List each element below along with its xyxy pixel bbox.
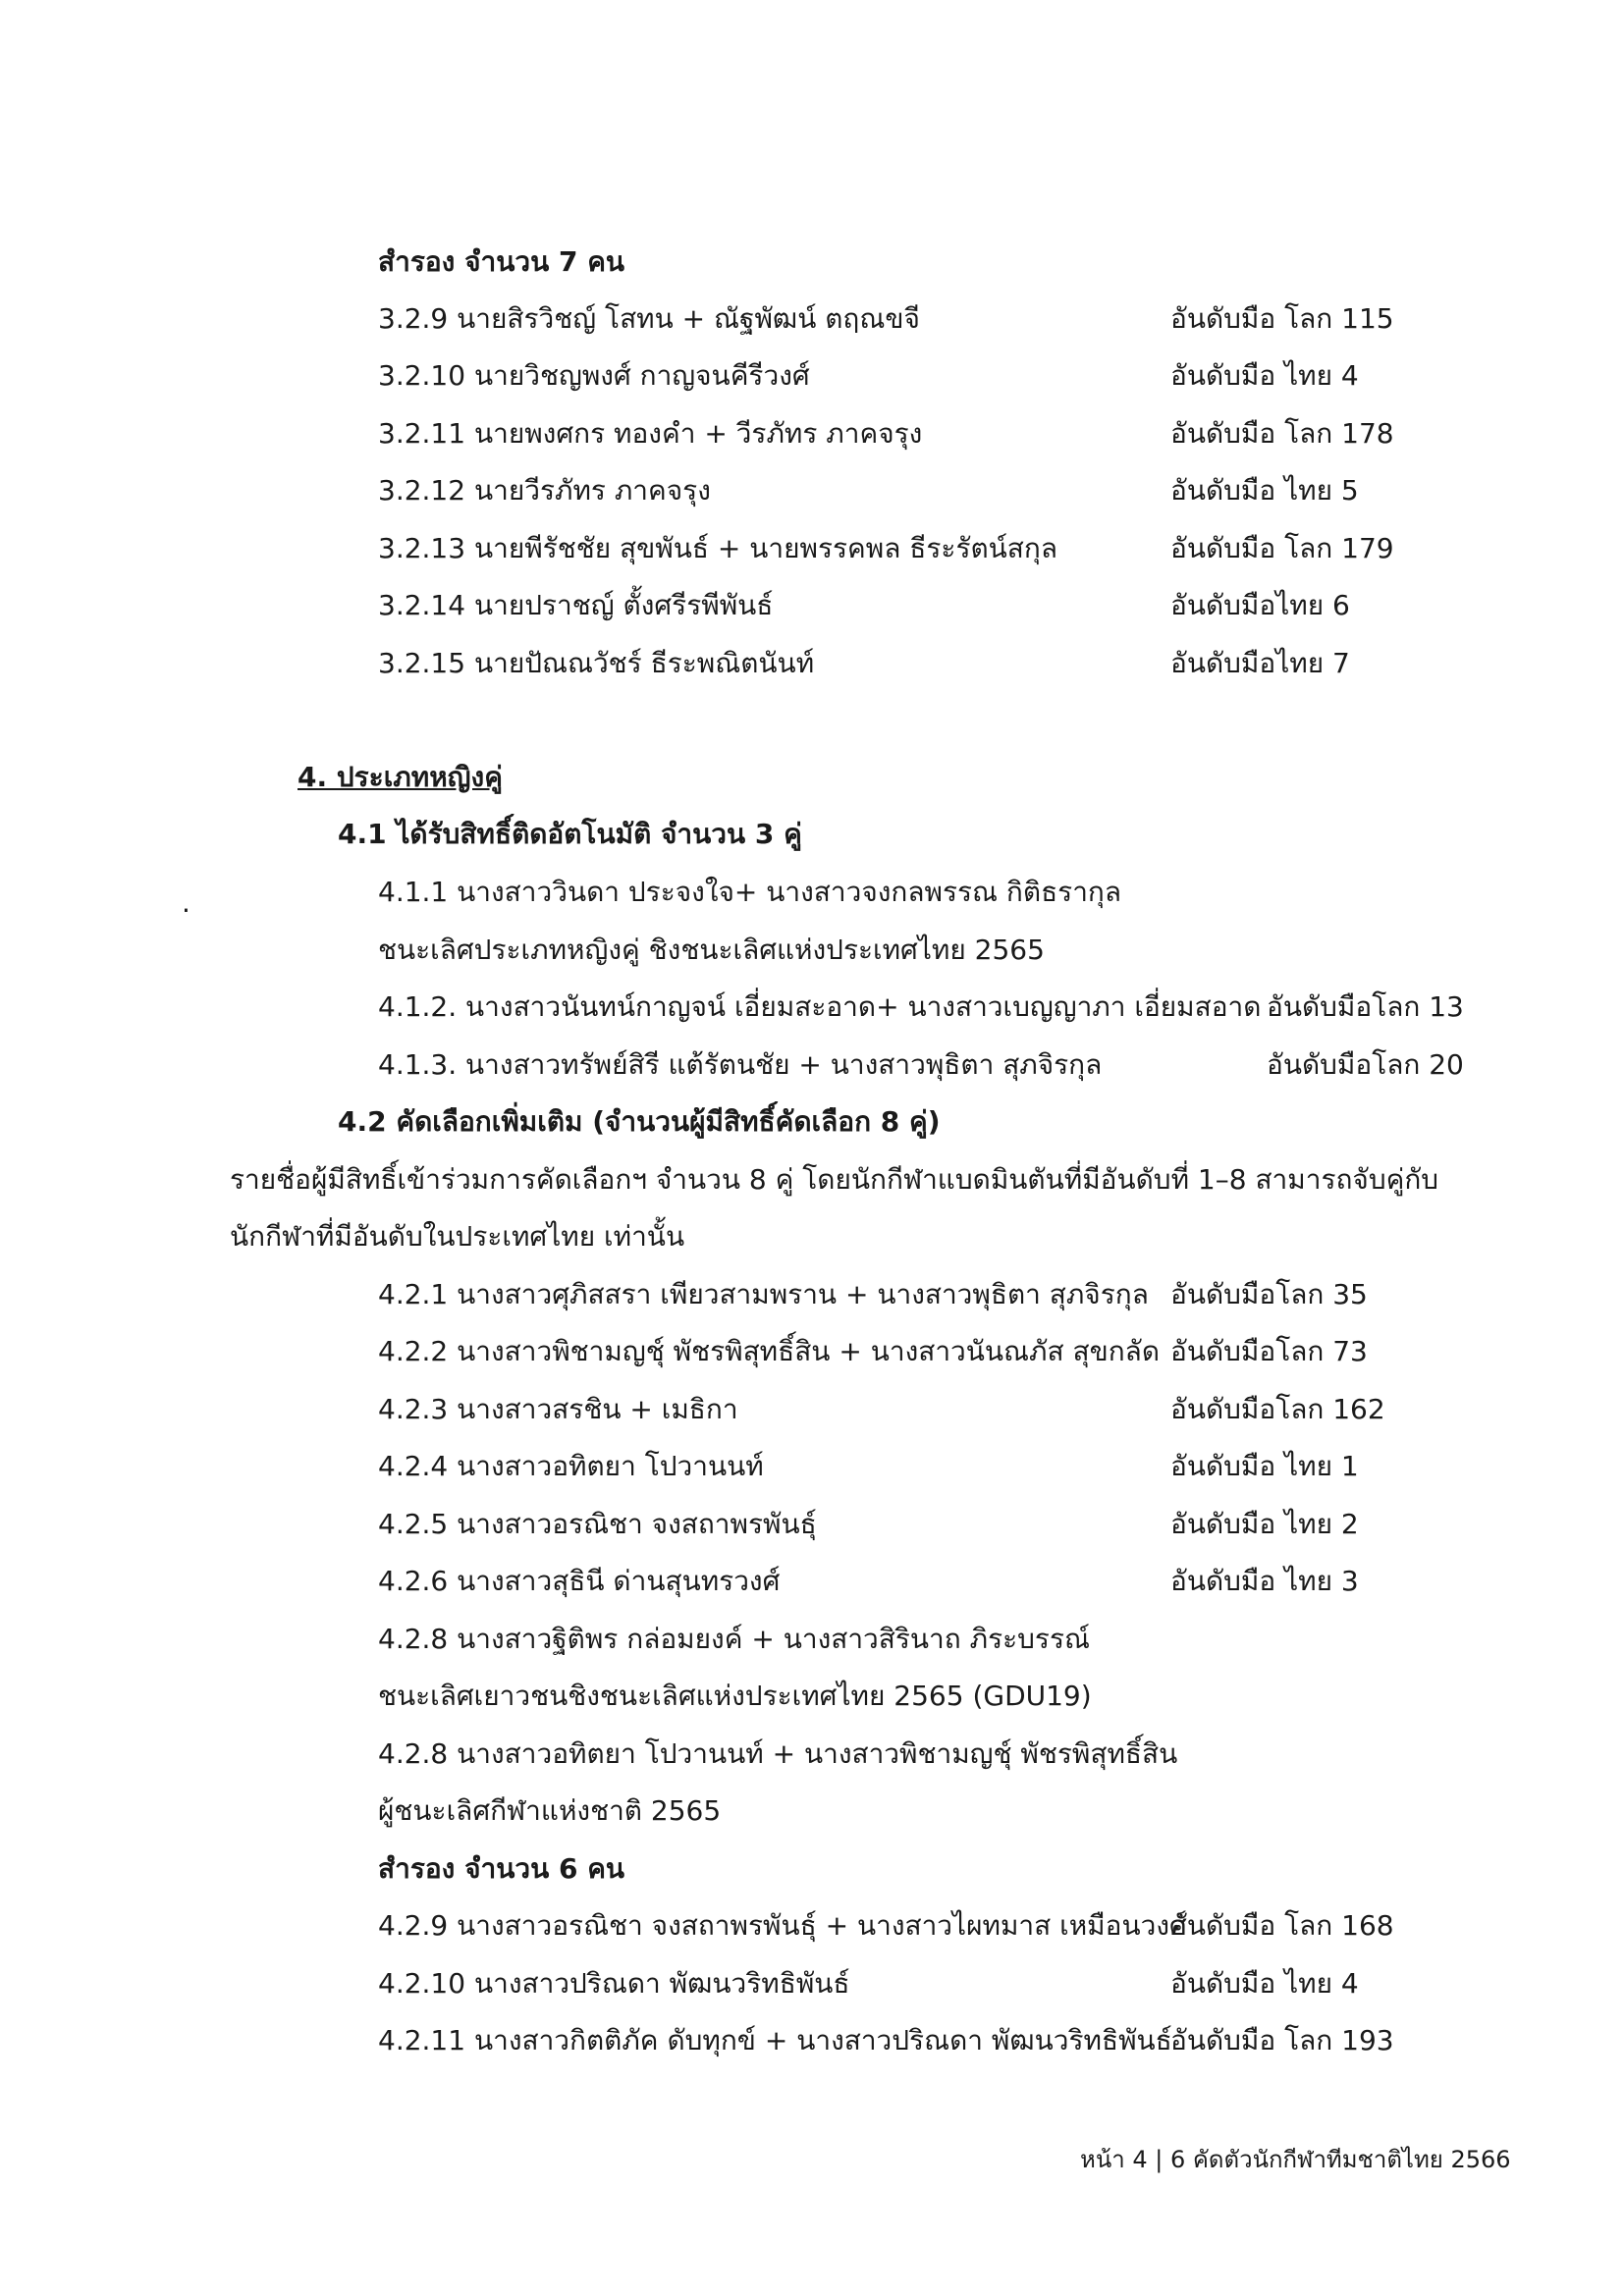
list-item-rank: อันดับมือโลก 162 (1170, 1393, 1385, 1425)
list-item-rank: อันดับมือ โลก 178 (1170, 417, 1394, 450)
list-item-rank: อันดับมือโลก 73 (1170, 1335, 1368, 1367)
list-item-name: 3.2.14 นายปราชญ์ ตั้งศรีรพีพันธ์ (378, 589, 774, 621)
stray-dot: . (182, 886, 190, 919)
section-heading-4-text: 4. ประเภทหญิงคู่ (298, 761, 503, 793)
list-item-note: ชนะเลิศเยาวชนชิงชนะเลิศแห่งประเทศไทย 2565 (GDU19) (378, 1680, 1092, 1712)
list-item-name: 4.1.1 นางสาววินดา ประจงใจ+ นางสาวจงกลพรรณ กิติธรากุล (378, 876, 1122, 908)
list-item-rank: อันดับมือ โลก 193 (1170, 2024, 1394, 2056)
list-item-name: 3.2.13 นายพีรัชชัย สุขพันธ์ + นายพรรคพล ธีระรัตน์สกุล (378, 532, 1058, 564)
list-item-rank: อันดับมือ โลก 179 (1170, 532, 1394, 564)
list-item-name: 4.2.2 นางสาวพิชามญชุ์ พัชรพิสุทธิ์สิน + นางสาวนันณภัส สุขกลัด (378, 1335, 1161, 1367)
list-item-name: 3.2.15 นายปัณณวัชร์ ธีระพณิตนันท์ (378, 647, 815, 679)
paragraph-line: นักกีฬาที่มีอันดับในประเทศไทย เท่านั้น (230, 1220, 685, 1253)
page-footer (1080, 2142, 1511, 2177)
reserve-heading-4: สำรอง จำนวน 6 คน (378, 1852, 625, 1885)
list-item-name: 4.2.1 นางสาวศุภิสสรา เพียวสามพราน + นางสาวพุธิตา สุภจิรกุล (378, 1278, 1149, 1310)
list-item-rank: อันดับมือ ไทย 4 (1170, 1967, 1359, 2000)
list-item-name: 4.2.9 นางสาวอรณิชา จงสถาพรพันธุ์ + นางสาวไผทมาส เหมือนวงศ์ (378, 1909, 1187, 1942)
list-item-name: 4.1.2. นางสาวนันทน์กาญจน์ เอี่ยมสะอาด+ นางสาวเบญญาภา เอี่ยมสอาด (378, 990, 1262, 1023)
list-item-rank: อันดับมือโลก 20 (1267, 1048, 1464, 1081)
list-item-name: 4.2.5 นางสาวอรณิชา จงสถาพรพันธุ์ (378, 1508, 817, 1540)
subsection-heading-4-2: 4.2 คัดเลือกเพิ่มเติม (จำนวนผู้มีสิทธิ์คัดเลือก 8 คู่) (338, 1105, 941, 1138)
list-item-rank: อันดับมือ ไทย 5 (1170, 474, 1359, 507)
section-heading-4 (298, 758, 503, 797)
list-item-name: 3.2.11 นายพงศกร ทองคำ + วีรภัทร ภาคจรุง (378, 417, 923, 450)
reserve-heading-3: สำรอง จำนวน 7 คน (378, 245, 625, 278)
list-item-note: ผู้ชนะเลิศกีฬาแห่งชาติ 2565 (378, 1794, 722, 1827)
list-item-name: 4.2.4 นางสาวอทิตยา โปวานนท์ (378, 1450, 764, 1482)
list-item-note: ชนะเลิศประเภทหญิงคู่ ชิงชนะเลิศแห่งประเทศไทย 2565 (378, 934, 1045, 966)
list-item-name: 3.2.9 นายสิรวิชญ์ โสทน + ณัฐพัฒน์ ตฤณขจี (378, 302, 920, 335)
list-item-rank: อันดับมือ โลก 115 (1170, 302, 1394, 335)
list-item-name: 4.2.11 นางสาวกิตติภัค ดับทุกข์ + นางสาวปริณดา พัฒนวริทธิพันธ์ (378, 2024, 1172, 2056)
list-item-rank: อันดับมือ โลก 168 (1170, 1909, 1394, 1942)
list-item-name: 4.2.8 นางสาวฐิติพร กล่อมยงค์ + นางสาวสิรินาถ ภิระบรรณ์ (378, 1623, 1090, 1655)
list-item-name: 4.2.6 นางสาวสุธินี ด่านสุนทรวงศ์ (378, 1565, 781, 1597)
list-item-name: 3.2.12 นายวีรภัทร ภาคจรุง (378, 474, 711, 507)
list-item-rank: อันดับมือ ไทย 4 (1170, 359, 1359, 392)
paragraph-line: รายชื่อผู้มีสิทธิ์เข้าร่วมการคัดเลือกฯ จำนวน 8 คู่ โดยนักกีฬาแบดมินตันที่มีอันดับที่ 1–8 สามารถจับคู่กับ (230, 1163, 1439, 1196)
subsection-heading-4-1: 4.1 ได้รับสิทธิ์ติดอัตโนมัติ จำนวน 3 คู่ (338, 818, 802, 850)
list-item-name: 4.2.10 นางสาวปริณดา พัฒนวริทธิพันธ์ (378, 1967, 850, 2000)
list-item-rank: อันดับมือไทย 6 (1170, 589, 1350, 621)
page-number: หน้า 4 | 6 (1080, 2146, 1186, 2173)
list-item-rank: อันดับมือโลก 35 (1170, 1278, 1368, 1310)
list-item-rank: อันดับมือไทย 7 (1170, 647, 1350, 679)
list-item-name: 4.1.3. นางสาวทรัพย์สิรี แต้รัตนชัย + นางสาวพุธิตา สุภจิรกุล (378, 1048, 1103, 1081)
list-item-rank: อันดับมือโลก 13 (1267, 990, 1464, 1023)
list-item-name: 4.2.8 นางสาวอทิตยา โปวานนท์ + นางสาวพิชามญชุ์ พัชรพิสุทธิ์สิน (378, 1737, 1178, 1770)
list-item-rank: อันดับมือ ไทย 3 (1170, 1565, 1359, 1597)
list-item-name: 3.2.10 นายวิชญพงศ์ กาญจนคีรีวงศ์ (378, 359, 810, 392)
list-item-rank: อันดับมือ ไทย 2 (1170, 1508, 1359, 1540)
list-item-name: 4.2.3 นางสาวสรชิน + เมธิกา (378, 1393, 738, 1425)
list-item-rank: อันดับมือ ไทย 1 (1170, 1450, 1359, 1482)
document-title: คัดตัวนักกีฬาทีมชาติไทย 2566 (1192, 2146, 1511, 2173)
